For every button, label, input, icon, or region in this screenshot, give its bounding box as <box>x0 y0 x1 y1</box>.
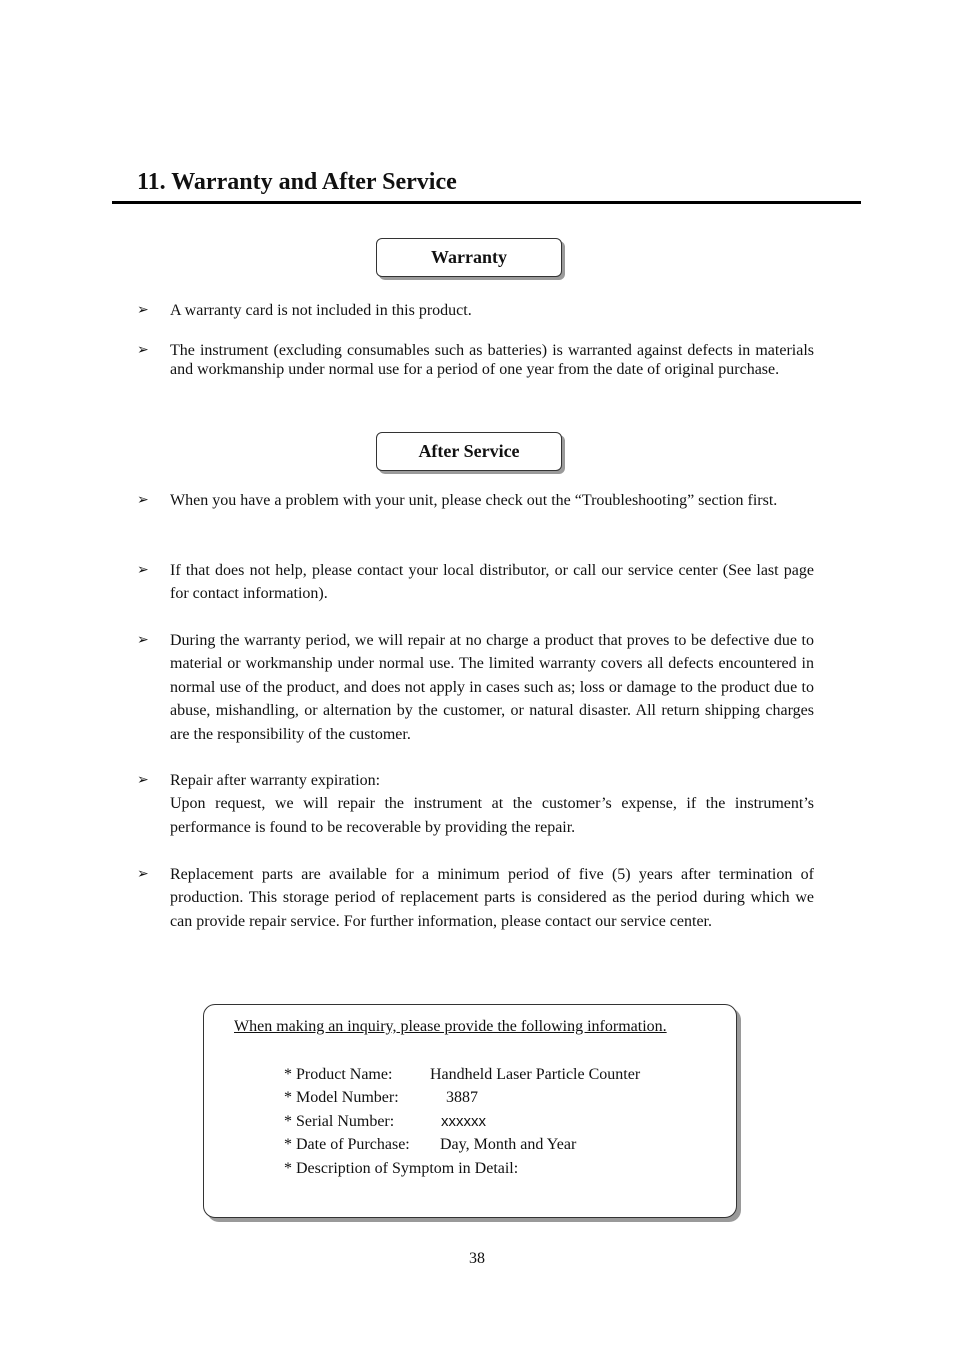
list-item <box>137 301 814 320</box>
field-value: Handheld Laser Particle Counter <box>430 1066 641 1083</box>
field-value: Day, Month and Year <box>440 1136 577 1153</box>
inquiry-field-date-of-purchase <box>284 1135 577 1155</box>
page-number: 38 <box>469 1250 485 1267</box>
after-service-bullet-replacement-parts: Replacement parts are available for a minimum period of five (5) years after termination of production. This storage period of replacement parts is considered as the period during which we can provide repair service. For further information, please contact our service center. <box>170 866 814 930</box>
after-service-heading-box <box>376 432 562 471</box>
after-service-bullet-troubleshooting: When you have a problem with your unit, please check out the “Troubleshooting” section first. <box>170 492 778 509</box>
list-item <box>137 863 814 933</box>
inquiry-heading: When making an inquiry, please provide the following information. <box>234 1018 667 1035</box>
repair-expiration-title: Repair after warranty expiration: <box>170 772 381 789</box>
arrow-bullet-icon: ➢ <box>137 342 149 358</box>
page-title: 11. Warranty and After Service <box>137 169 457 195</box>
arrow-bullet-icon: ➢ <box>137 302 149 318</box>
field-label: * Date of Purchase: <box>284 1136 410 1153</box>
after-service-bullet-contact: If that does not help, please contact your local distributor, or call our service center (See last page for contact information). <box>170 562 814 603</box>
repair-expiration-body: Upon request, we will repair the instrument at the customer’s expense, if the instrument’s performance is found to be recoverable by providing the repair. <box>170 795 814 836</box>
list-item <box>137 559 814 606</box>
warranty-bullet-2: The instrument (excluding consumables such as batteries) is warranted against defects in materials and workmanship under normal use for a period of one year from the date of original purchase. <box>170 342 814 378</box>
after-service-heading: After Service <box>418 441 520 461</box>
list-item <box>137 489 814 512</box>
list-item <box>137 769 814 839</box>
arrow-bullet-icon: ➢ <box>137 492 149 508</box>
arrow-bullet-icon: ➢ <box>137 866 149 882</box>
field-value: xxxxxx <box>441 1113 486 1130</box>
field-value: 3887 <box>446 1089 478 1106</box>
field-label: * Product Name: <box>284 1066 393 1083</box>
field-label: * Description of Symptom in Detail: <box>284 1160 519 1177</box>
arrow-bullet-icon: ➢ <box>137 562 149 578</box>
warranty-heading: Warranty <box>431 247 507 267</box>
field-label: * Serial Number: <box>284 1113 395 1130</box>
inquiry-field-model-number <box>284 1088 478 1108</box>
title-divider <box>112 201 861 204</box>
arrow-bullet-icon: ➢ <box>137 772 149 788</box>
list-item <box>137 341 814 379</box>
field-label: * Model Number: <box>284 1089 399 1106</box>
after-service-bullet-warranty-period: During the warranty period, we will repair at no charge a product that proves to be defective due to material or workmanship under normal use. The limited warranty covers all defects encountered in normal use of the product, and does not apply in cases such as; loss or damage to the product due to abuse, mishandling, or alternation by the customer, or natural disaster. All return shipping charges are the responsibility of the customer. <box>170 632 814 743</box>
inquiry-field-serial-number <box>284 1112 486 1132</box>
warranty-bullet-1: A warranty card is not included in this product. <box>170 302 472 319</box>
inquiry-field-product-name <box>284 1065 641 1085</box>
warranty-heading-box <box>376 238 562 277</box>
list-item <box>137 629 814 746</box>
inquiry-field-symptom <box>284 1159 518 1179</box>
arrow-bullet-icon: ➢ <box>137 632 149 648</box>
inquiry-info-box <box>203 1004 737 1218</box>
